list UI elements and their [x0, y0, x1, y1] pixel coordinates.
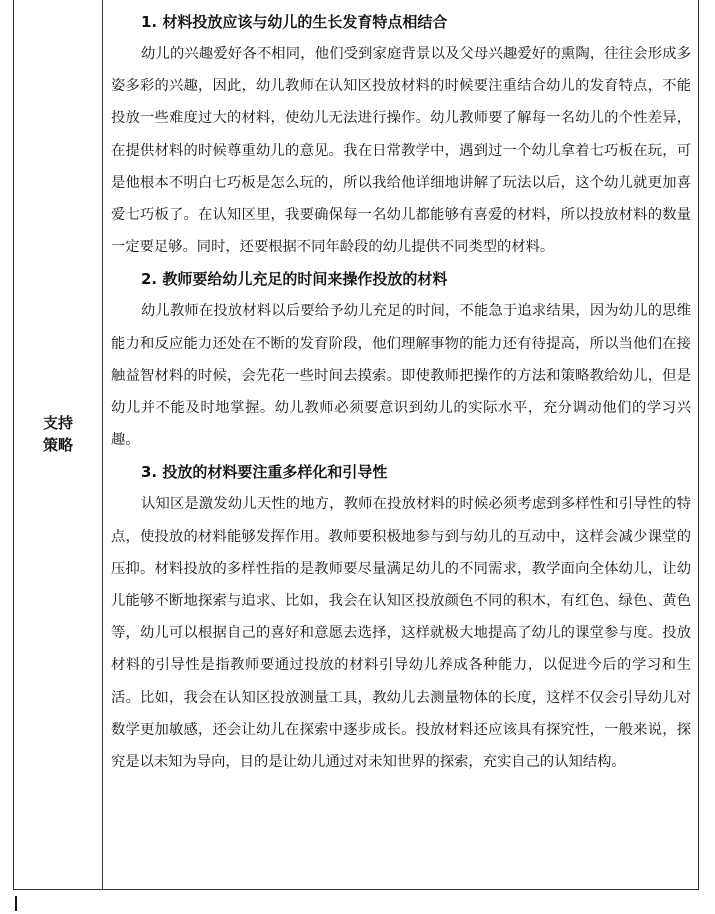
section-paragraph-3: 认知区是激发幼儿天性的地方，教师在投放材料的时候必须考虑到多样性和引导性的特点，使投放的材料能够发挥作用。教师要积极地参与到与幼儿的互动中，这样会减少课堂的压抑。材料投放的多样性指的是教师要尽量满足幼儿的不同需求，教学面向全体幼儿，让幼儿能够不断地探索与追求、比如，我会在认知区投放颜色不同的积木，有红色、绿色、黄色等，幼儿可以根据自己的喜好和意愿去选择，这样就极大地提高了幼儿的课堂参与度。投放材料的引导性是指教师要通过投放的材料引导幼儿养成各种能力，以促进今后的学习和生活。比如，我会在认知区投放测量工具，教幼儿去测量物体的长度，这样不仅会引导幼儿对数学更加敏感，还会让幼儿在探索中逐步成长。投放材料还应该具有探究性，一般来说，探究是以未知为导向，目的是让幼儿通过对未知世界的探索，充实自己的认知结构。 — [111, 496, 691, 771]
section-heading-2: 2. 教师要给幼儿充足的时间来操作投放的材料 — [141, 270, 448, 289]
row-label — [14, 412, 102, 456]
strategy-content — [111, 10, 691, 778]
text-cursor — [15, 896, 17, 911]
row-label-line-2: 策略 — [42, 436, 73, 454]
section-heading-1: 1. 材料投放应该与幼儿的生长发育特点相结合 — [141, 13, 448, 31]
row-label-line-1: 支持 — [42, 414, 73, 432]
section-paragraph-2: 幼儿教师在投放材料以后要给予幼儿充足的时间，不能急于追求结果，因为幼儿的思维能力和反应能力还处在不断的发育阶段，他们理解事物的能力还有待提高，所以当他们在接触益智材料的时候，会先花一些时间去摸索。即使教师把操作的方法和策略教给幼儿，但是幼儿并不能及时地掌握。幼儿教师必须要意识到幼儿的实际水平，充分调动他们的学习兴趣。 — [111, 303, 691, 449]
section-paragraph-1: 幼儿的兴趣爱好各不相同，他们受到家庭背景以及父母兴趣爱好的熏陶，往往会形成多姿多彩的兴趣，因此，幼儿教师在认知区投放材料的时候要注重结合幼儿的发育特点，不能投放一些难度过大的材料，使幼儿无法进行操作。幼儿教师要了解每一名幼儿的个性差异，在提供材料的时候尊重幼儿的意见。我在日常教学中，遇到过一个幼儿拿着七巧板在玩，可是他根本不明白七巧板是怎么玩的，所以我给他详细地讲解了玩法以后，这个幼儿就更加喜爱七巧板了。在认知区里，我要确保每一名幼儿都能够有喜爱的材料，所以投放材料的数量一定要足够。同时，还要根据不同年龄段的幼儿提供不同类型的材料。 — [111, 46, 691, 256]
strategy-table — [13, 0, 699, 890]
column-divider — [102, 0, 103, 889]
section-heading-3: 3. 投放的材料要注重多样化和引导性 — [141, 463, 388, 482]
